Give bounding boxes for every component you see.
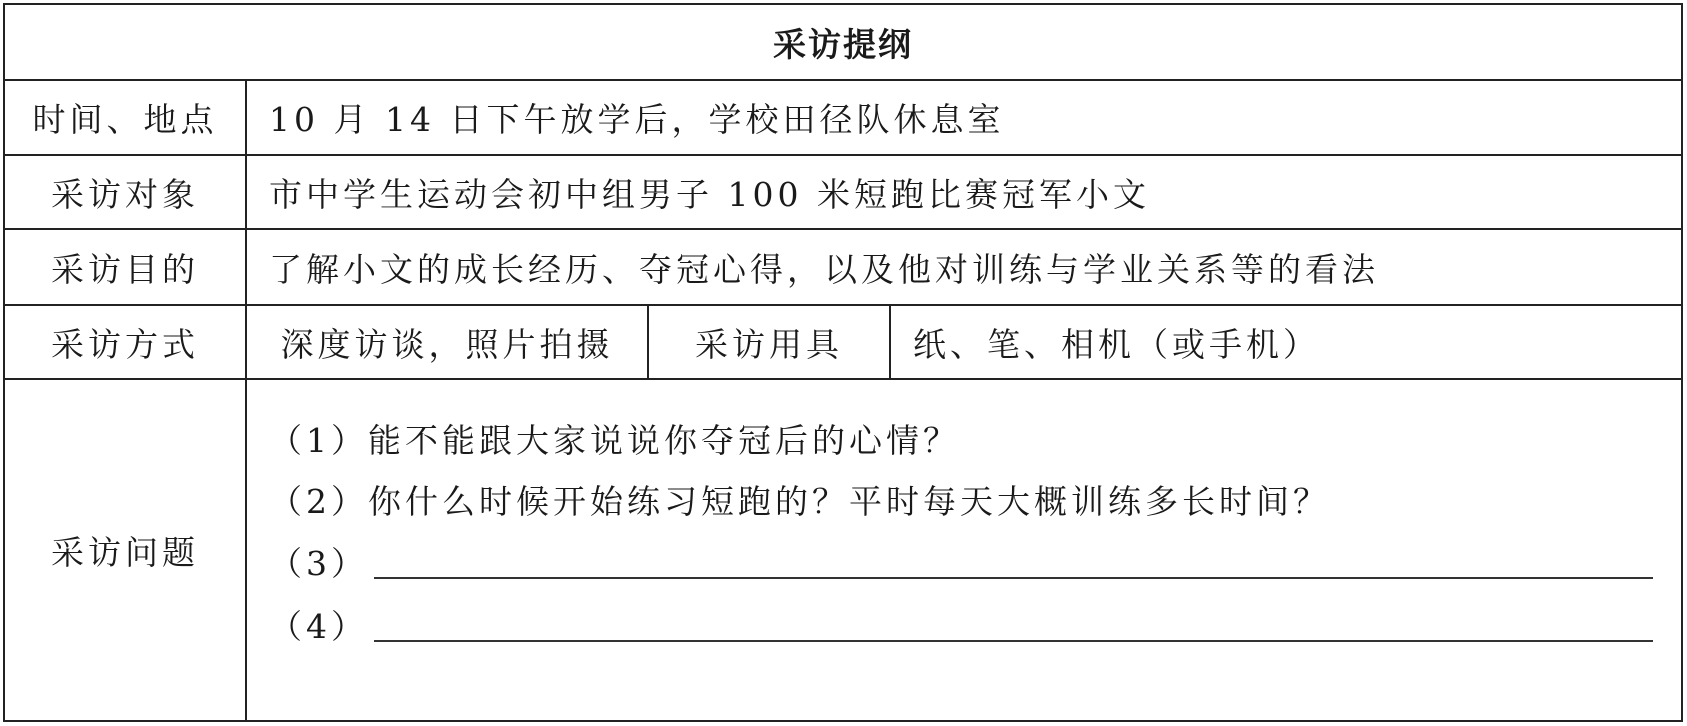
questions-row bbox=[5, 380, 1681, 720]
interviewee-row bbox=[5, 156, 1681, 230]
tools-label: 采访用具 bbox=[649, 306, 891, 378]
question-number: （3） bbox=[269, 543, 368, 583]
question-text: （2）你什么时候开始练习短跑的？平时每天大概训练多长时间？ bbox=[269, 481, 1330, 521]
question-item bbox=[269, 416, 1653, 460]
answer-blank-line[interactable] bbox=[374, 539, 1653, 579]
interviewee-value: 市中学生运动会初中组男子 100 米短跑比赛冠军小文 bbox=[269, 174, 1150, 214]
table-title-row bbox=[5, 5, 1681, 81]
question-text: （1）能不能跟大家说说你夺冠后的心情？ bbox=[269, 420, 960, 460]
question-item bbox=[269, 602, 1653, 646]
questions-list bbox=[247, 380, 1681, 720]
interview-outline-table bbox=[3, 3, 1683, 722]
question-item bbox=[269, 477, 1653, 521]
time-place-row bbox=[5, 81, 1681, 156]
purpose-value: 了解小文的成长经历、夺冠心得，以及他对训练与学业关系等的看法 bbox=[269, 249, 1379, 289]
purpose-row bbox=[5, 230, 1681, 306]
question-number: （4） bbox=[269, 606, 368, 646]
tools-value: 纸、笔、相机（或手机） bbox=[913, 324, 1320, 364]
table-title: 采访提纲 bbox=[773, 24, 913, 64]
method-value: 深度访谈，照片拍摄 bbox=[247, 306, 649, 378]
interviewee-label: 采访对象 bbox=[5, 156, 247, 228]
method-label: 采访方式 bbox=[5, 306, 247, 378]
purpose-label: 采访目的 bbox=[5, 230, 247, 304]
answer-blank-line[interactable] bbox=[374, 602, 1653, 642]
time-place-label: 时间、地点 bbox=[5, 81, 247, 154]
time-place-value: 10 月 14 日下午放学后，学校田径队休息室 bbox=[269, 100, 1005, 139]
method-row bbox=[5, 306, 1681, 380]
questions-label: 采访问题 bbox=[5, 380, 247, 720]
question-item bbox=[269, 539, 1653, 583]
